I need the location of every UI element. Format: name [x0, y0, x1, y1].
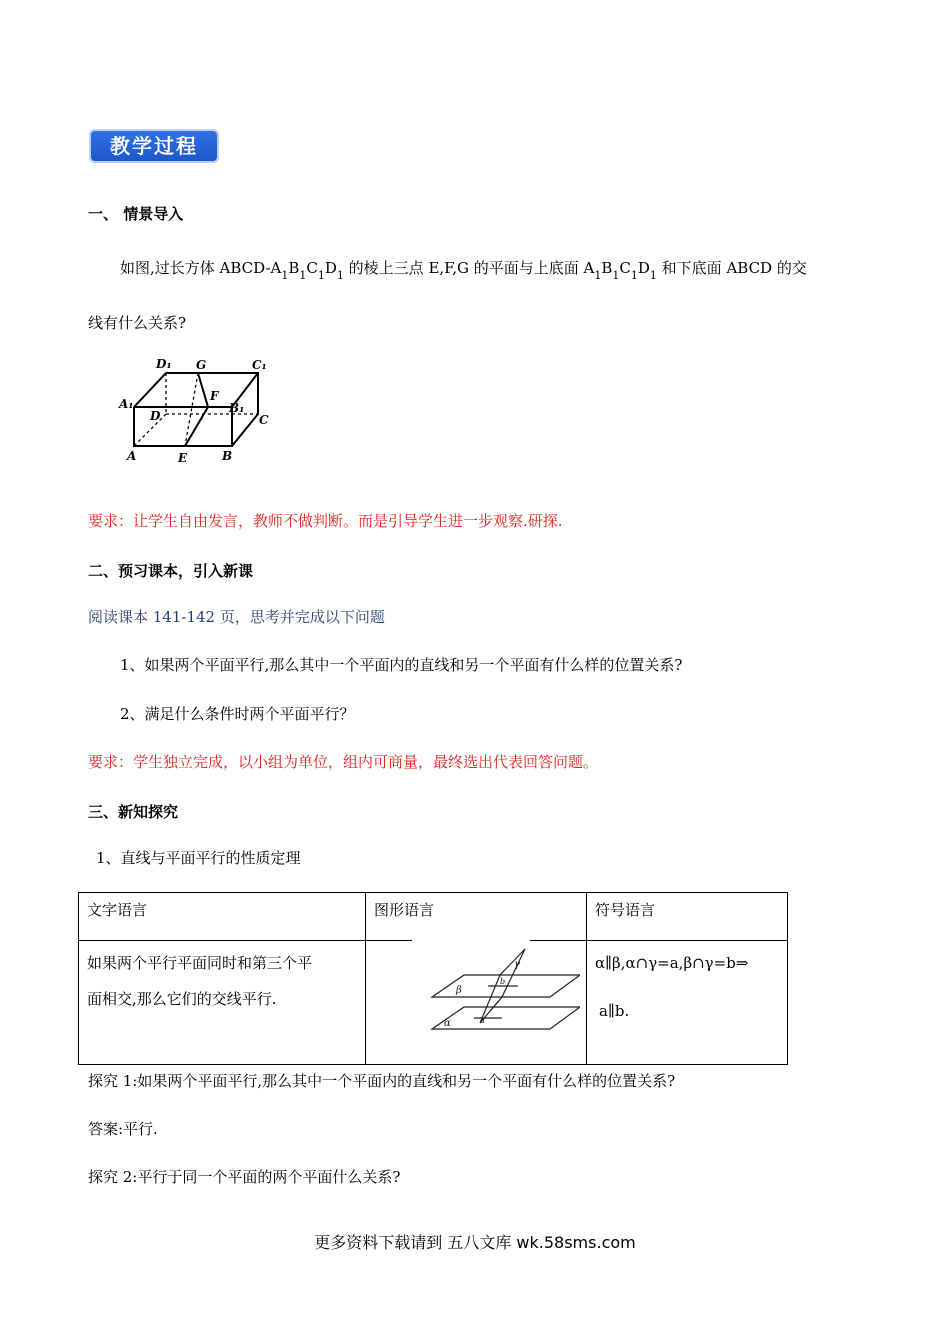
label-D: D: [150, 409, 161, 423]
question-1: 1、如果两个平面平行,那么其中一个平面内的直线和另一个平面有什么样的位置关系?: [120, 656, 683, 674]
theorem-table: [78, 892, 788, 1065]
section3-heading: 三、新知探究: [88, 803, 179, 821]
intro-paragraph-line2: 线有什么关系?: [88, 314, 187, 332]
header-figure-language: 图形语言: [366, 893, 587, 941]
footer-link[interactable]: 更多资料下载请到 五八文库 wk.58sms.com: [314, 1233, 636, 1252]
cell-figure-language: [366, 941, 587, 1065]
label-F: F: [210, 389, 219, 403]
label-B1: B₁: [229, 401, 245, 415]
cell-text-language: 如果两个平行平面同时和第三个平 面相交,那么它们的交线平行.: [79, 941, 366, 1065]
reading-instruction: 阅读课本 141-142 页，思考并完成以下问题: [88, 608, 385, 626]
label-E: E: [178, 451, 188, 465]
explore-1: 探究 1:如果两个平面平行,那么其中一个平面内的直线和另一个平面有什么样的位置关系?: [88, 1072, 676, 1090]
question-2: 2、满足什么条件时两个平面平行？: [120, 705, 355, 723]
header-text-language: 文字语言: [79, 893, 366, 941]
section-badge: 教学过程: [89, 129, 219, 163]
label-b: b: [500, 977, 506, 986]
answer-1: 答案:平行.: [88, 1120, 158, 1138]
explore-2: 探究 2:平行于同一个平面的两个平面什么关系?: [88, 1168, 401, 1186]
cuboid-figure: [112, 350, 282, 468]
label-beta: β: [456, 985, 462, 996]
label-C1: C₁: [252, 358, 267, 372]
cell-symbol-language: α∥β,α∩γ=a,β∩γ=b⇒ a∥b.: [587, 941, 788, 1065]
label-gamma: γ: [514, 959, 520, 970]
planes-figure: [410, 947, 580, 1047]
requirement-2: 要求：学生独立完成，以小组为单位，组内可商量，最终选出代表回答问题。: [88, 753, 599, 771]
section2-heading: 二、预习课本，引入新课: [88, 562, 254, 580]
requirement-1: 要求：让学生自由发言，教师不做判断。而是引导学生进一步观察.研探.: [88, 512, 563, 530]
theorem-heading: 1、直线与平面平行的性质定理: [96, 849, 301, 867]
label-A1: A₁: [119, 397, 134, 411]
label-G: G: [196, 358, 207, 372]
label-C: C: [259, 413, 269, 427]
section1-heading: 一、 情景导入: [88, 205, 184, 223]
label-A: A: [127, 449, 137, 463]
header-symbol-language: 符号语言: [587, 893, 788, 941]
label-a: a: [480, 1016, 485, 1025]
label-D1: D₁: [156, 357, 172, 371]
label-alpha: α: [444, 1018, 451, 1029]
label-B: B: [222, 449, 233, 463]
intro-paragraph-line1: 如图,过长方体 ABCD-$A_1B_1C_1D_1$ 的棱上三点 E,F,G 的平面与上底面 $A_1B_1C_1D_1$ 和下底面 ABCD 的交: [120, 259, 807, 282]
